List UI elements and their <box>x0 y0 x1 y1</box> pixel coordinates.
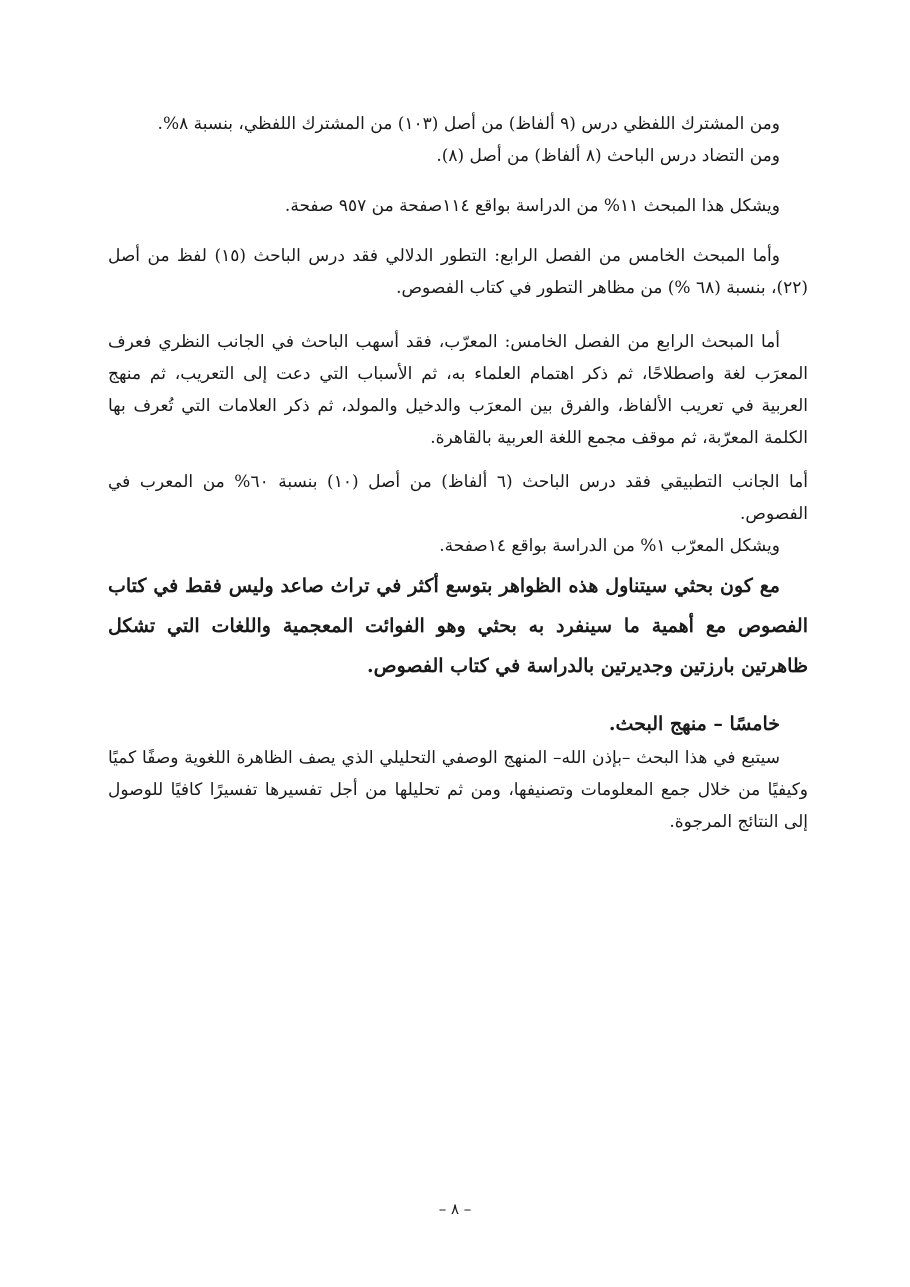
page-number: – ٨ – <box>438 1200 472 1218</box>
paragraph-methodology: سيتبع في هذا البحث –بإذن الله– المنهج الوصفي التحليلي الذي يصف الظاهرة اللغوية وصفًا كميًا وكيفيًا من خلال جمع المعلومات وتصنيفها، ومن ثم تحليلها من أجل تفسيرها تفسيرًا كافيًا للوصول إلى النتائج المرجوة. <box>108 748 808 832</box>
paragraph-section-share: ويشكل هذا المبحث ١١% من الدراسة بواقع ١١٤صفحة من ٩٥٧ صفحة. <box>284 196 780 216</box>
paragraph-semantic-development: وأما المبحث الخامس من الفصل الرابع: التطور الدلالي فقد درس الباحث (١٥) لفظ من أصل (٢٢)، بنسبة (٦٨ %) من مظاهر التطور في كتاب الفصوص. <box>108 246 808 298</box>
antonymy-line: ومن التضاد درس الباحث (٨ ألفاظ) من أصل (٨). <box>436 146 780 166</box>
paragraph-homonymy <box>108 108 808 172</box>
homonymy-line: ومن المشترك اللفظي درس (٩ ألفاظ) من أصل (١٠٣) من المشترك اللفظي، بنسبة ٨%. <box>157 114 780 134</box>
section-heading-methodology: خامسًا – منهج البحث. <box>608 713 780 735</box>
paragraph-arabicized-applied: أما الجانب التطبيقي فقد درس الباحث (٦ ألفاظ) من أصل (١٠) بنسبة ٦٠% من المعرب في الفصوص. <box>108 472 808 524</box>
paragraph-arabicized-share: ويشكل المعرّب ١% من الدراسة بواقع ١٤صفحة. <box>439 536 780 556</box>
paragraph-arabicized-theory: أما المبحث الرابع من الفصل الخامس: المعرّب، فقد أسهب الباحث في الجانب النظري فعرف المعرَب لغة واصطلاحًا، ثم ذكر اهتمام العلماء به، ثم الأسباب التي دعت إلى التعريب، ثم منهج العربية في تعريب الألفاظ، والفرق بين المعرَب والدخيل والمولد، ثم ذكر العلامات التي تُعرف بها الكلمة المعرّبة، ثم موقف مجمع اللغة العربية بالقاهرة. <box>108 332 808 448</box>
paragraph-research-scope: مع كون بحثي سيتناول هذه الظواهر بتوسع أكثر في تراث صاعد وليس فقط في كتاب الفصوص مع أهمية ما سينفرد به بحثي وهو الفوائت المعجمية واللغات التي تشكل ظاهرتين بارزتين وجديرتين بالدراسة في كتاب الفصوص. <box>108 575 808 677</box>
document-page <box>108 108 808 838</box>
